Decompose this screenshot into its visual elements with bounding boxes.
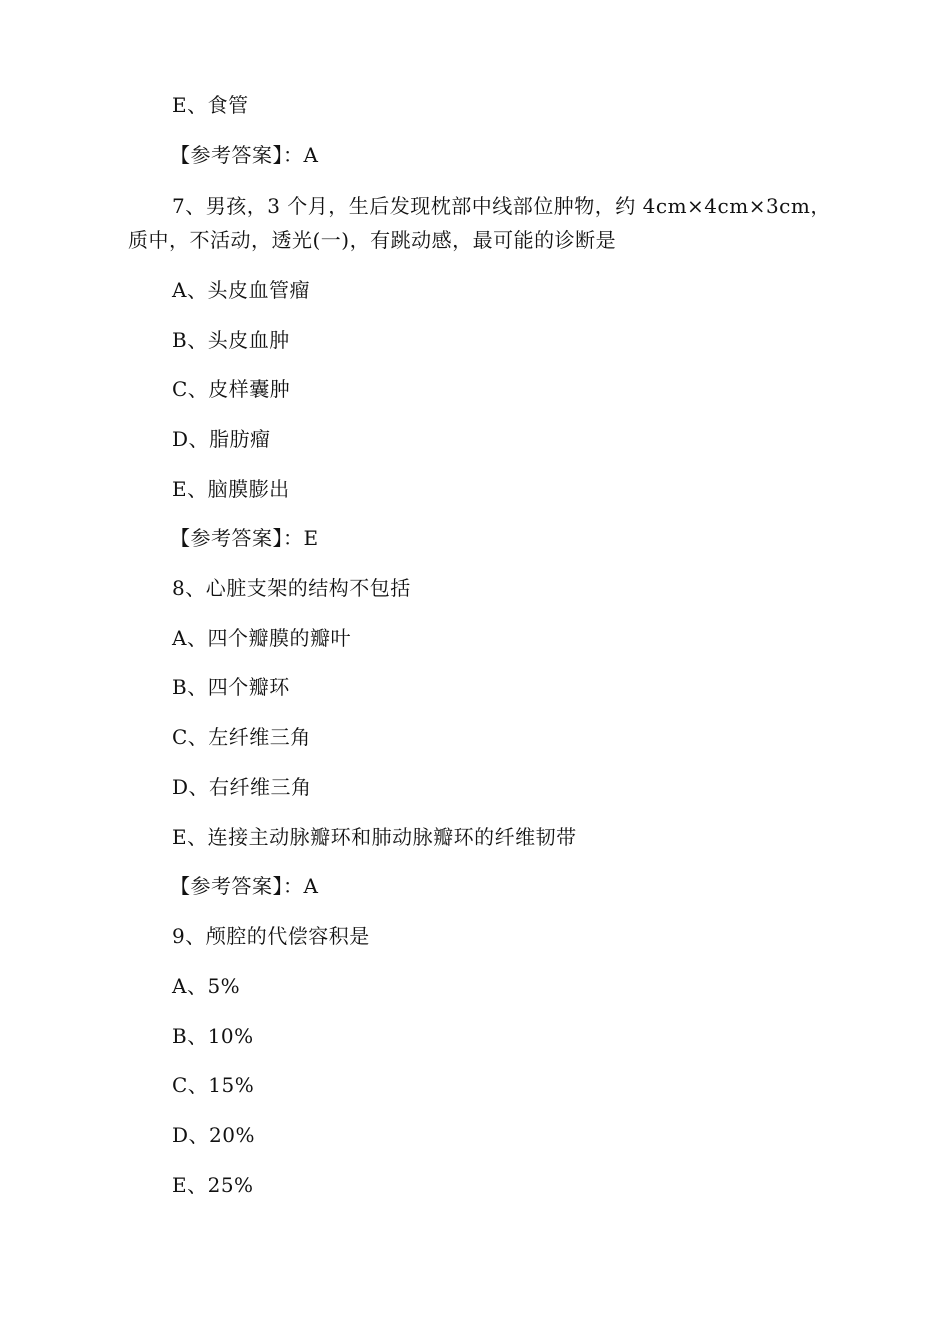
option-a-q7: A、头皮血管瘤 [172, 278, 310, 302]
option-b-q9: B、10% [172, 1024, 254, 1048]
option-d-q8: D、右纤维三角 [172, 775, 312, 799]
question-8-stem: 8、心脏支架的结构不包括 [172, 576, 411, 600]
option-e-q7: E、脑膜膨出 [172, 477, 290, 501]
question-9-stem: 9、颅腔的代偿容积是 [172, 924, 370, 948]
option-e-q8: E、连接主动脉瓣环和肺动脉瓣环的纤维韧带 [172, 825, 577, 849]
answer-q8: 【参考答案】：A [170, 874, 319, 898]
option-b-q8: B、四个瓣环 [172, 675, 290, 699]
option-c-q9: C、15% [172, 1073, 255, 1097]
option-b-q7: B、头皮血肿 [172, 328, 290, 352]
question-7-stem: 7、男孩，3 个月，生后发现枕部中线部位肿物，约 4cm×4cm×3cm， [172, 194, 831, 218]
option-c-q7: C、皮样囊肿 [172, 377, 291, 401]
option-e-q6: E、食管 [172, 93, 249, 117]
option-a-q8: A、四个瓣膜的瓣叶 [172, 626, 351, 650]
option-d-q9: D、20% [172, 1123, 255, 1147]
question-7-stem-continued: 质中，不活动，透光(一)，有跳动感，最可能的诊断是 [128, 228, 617, 252]
option-c-q8: C、左纤维三角 [172, 725, 311, 749]
answer-q6: 【参考答案】：A [170, 143, 319, 167]
option-a-q9: A、5% [172, 974, 241, 998]
option-d-q7: D、脂肪瘤 [172, 427, 271, 451]
option-e-q9: E、25% [172, 1173, 254, 1197]
answer-q7: 【参考答案】：E [170, 526, 319, 550]
